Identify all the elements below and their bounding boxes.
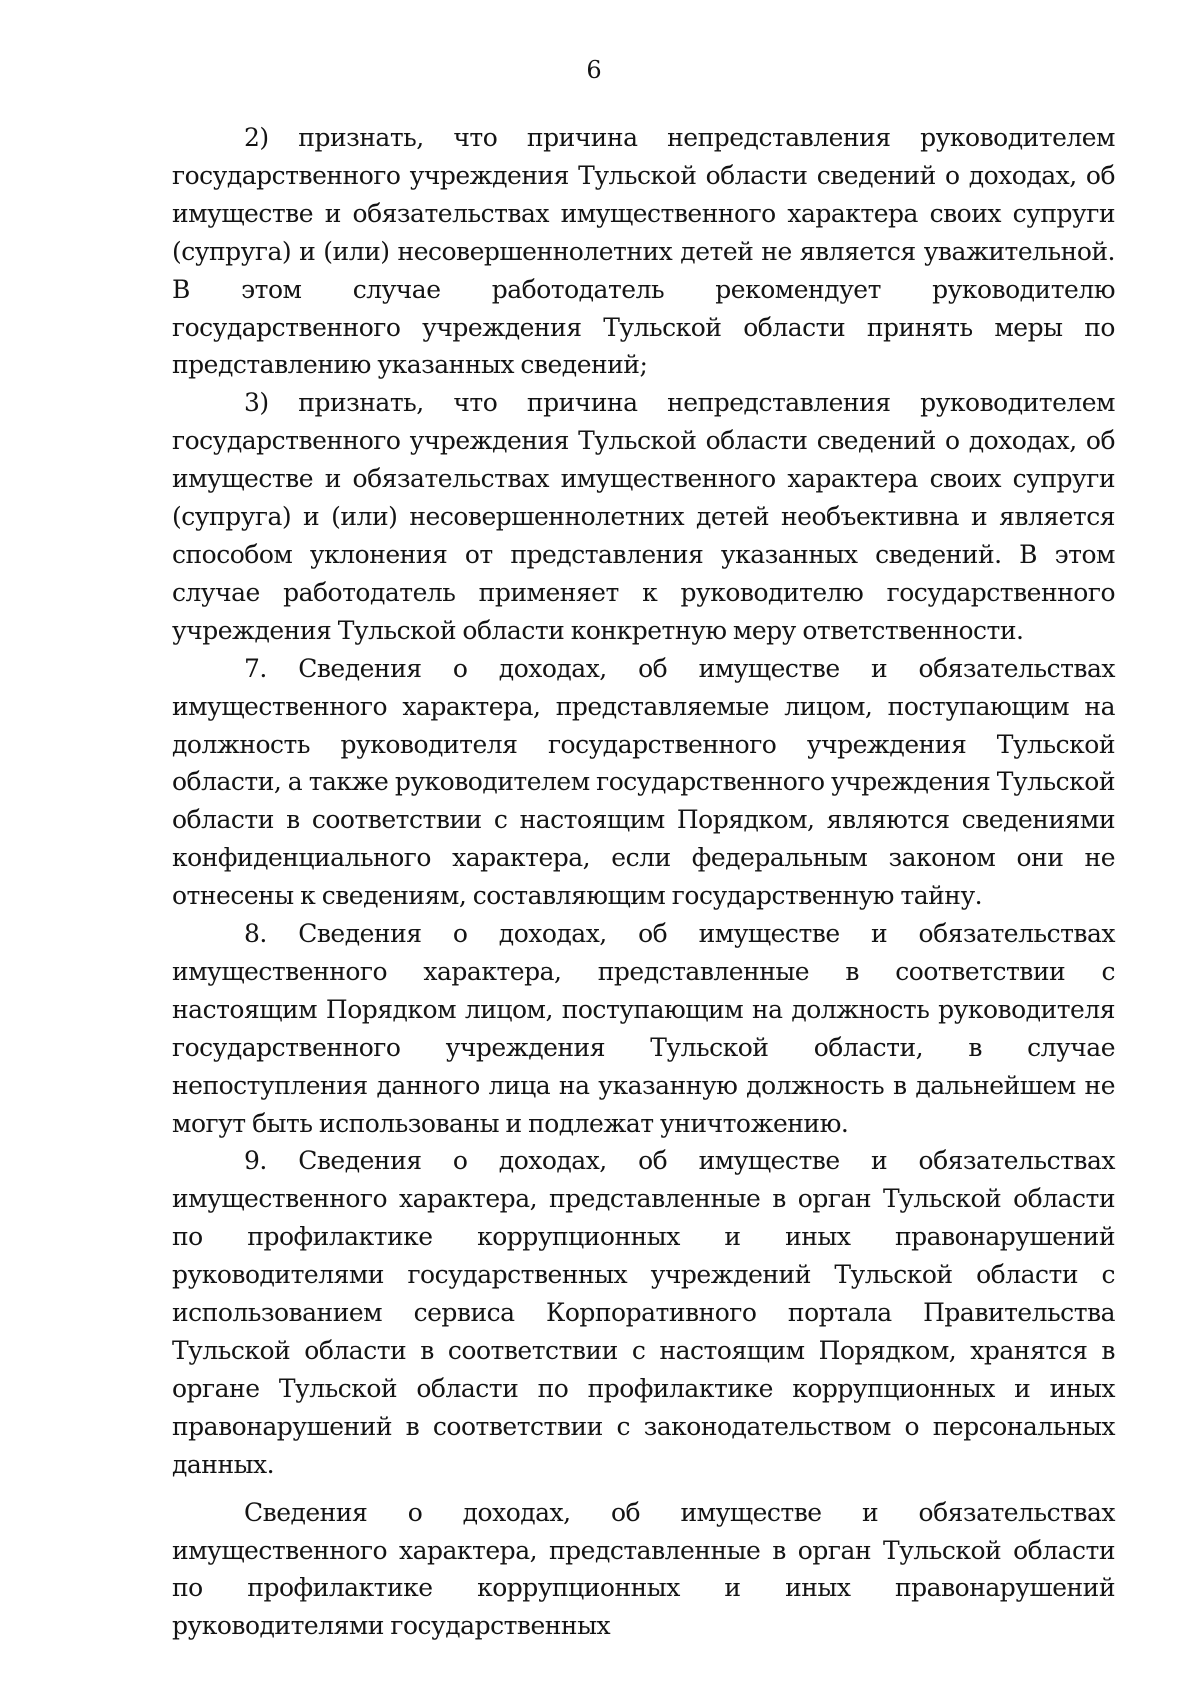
paragraph-item-3: 3) признать, что причина непредставления руководителем государственного учреждения Тульской области сведений о доходах, об имуществе и обязательствах имущественного характера своих супруги (супруга) и (или) несовершеннолетних детей необъективна и является способом уклонения от представления указанных сведений. В этом случае работодатель применяет к руководителю государственного учреждения Тульской области конкретную меру ответственности. bbox=[172, 388, 1115, 645]
page-number: 6 bbox=[586, 56, 602, 84]
paragraph-section-8: 8. Сведения о доходах, об имуществе и обязательствах имущественного характера, представленные в соответствии с настоящим Порядком лицом, поступающим на должность руководителя государственного учреждения Тульской области, в случае непоступления данного лица на указанную должность в дальнейшем не могут быть использованы и подлежат уничтожению. bbox=[172, 919, 1115, 1138]
paragraph-section-7: 7. Сведения о доходах, об имуществе и обязательствах имущественного характера, представляемые лицом, поступающим на должность руководителя государственного учреждения Тульской области, а также руководителем государственного учреждения Тульской области в соответствии с настоящим Порядком, являются сведениями конфиденциального характера, если федеральным законом они не отнесены к сведениям, составляющим государственную тайну. bbox=[172, 653, 1115, 911]
document-body bbox=[172, 119, 1115, 1645]
paragraph-section-9-continued: Сведения о доходах, об имуществе и обязательствах имущественного характера, представленные в орган Тульской области по профилактике коррупционных и иных правонарушений руководителями государственных bbox=[172, 1497, 1115, 1641]
paragraph-section-9: 9. Сведения о доходах, об имуществе и обязательствах имущественного характера, представленные в орган Тульской области по профилактике коррупционных и иных правонарушений руководителями государственных учреждений Тульской области с использованием сервиса Корпоративного портала Правительства Тульской области в соответствии с настоящим Порядком, хранятся в органе Тульской области по профилактике коррупционных и иных правонарушений в соответствии с законодательством о персональных данных. bbox=[172, 1146, 1115, 1479]
paragraph-item-2: 2) признать, что причина непредставления руководителем государственного учреждения Тульской области сведений о доходах, об имуществе и обязательствах имущественного характера своих супруги (супруга) и (или) несовершеннолетних детей не является уважительной. В этом случае работодатель рекомендует руководителю государственного учреждения Тульской области принять меры по представлению указанных сведений; bbox=[172, 123, 1115, 380]
